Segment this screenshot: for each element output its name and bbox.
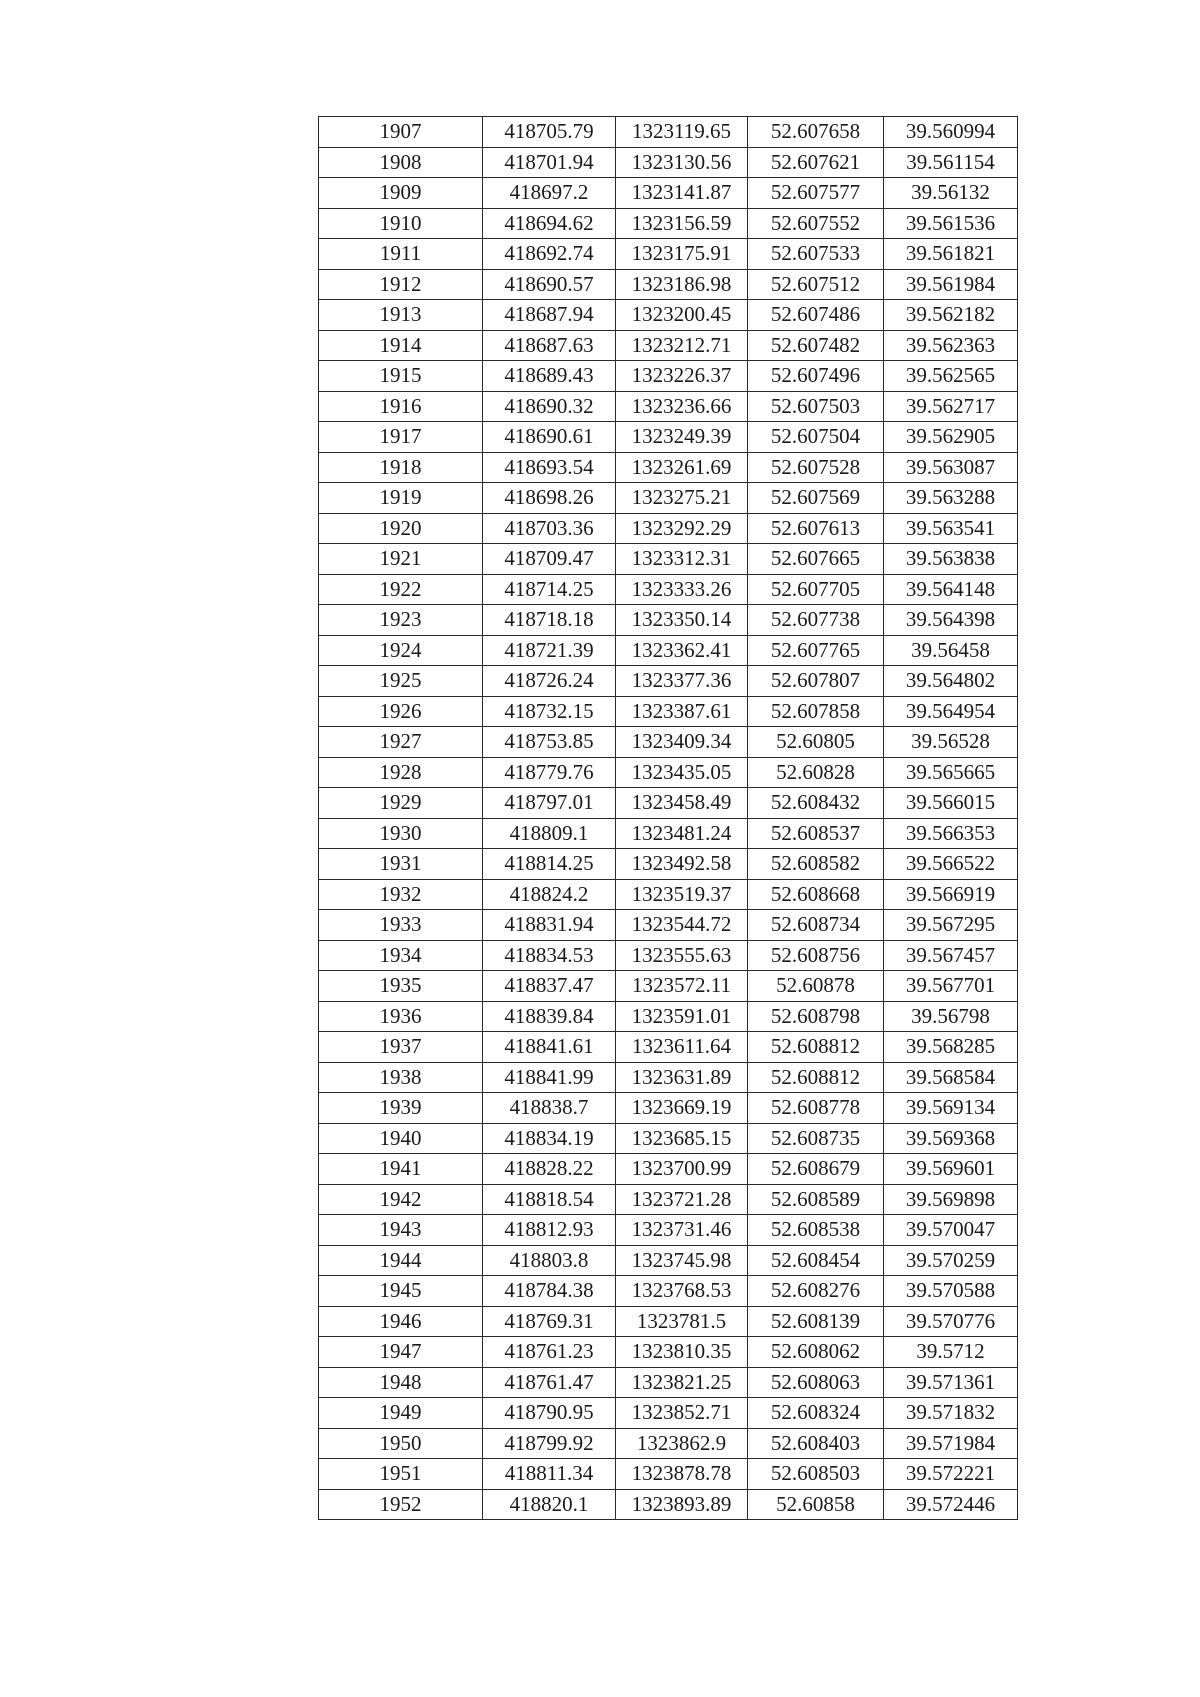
latitude-cell: 52.60878 — [748, 971, 884, 1002]
x-coordinate-cell: 418837.47 — [483, 971, 616, 1002]
x-coordinate-cell: 418697.2 — [483, 178, 616, 209]
point-number-cell: 1932 — [319, 879, 483, 910]
y-coordinate-cell: 1323130.56 — [616, 147, 748, 178]
point-number-cell: 1952 — [319, 1489, 483, 1520]
table-row — [319, 1001, 1018, 1032]
x-coordinate-cell: 418721.39 — [483, 635, 616, 666]
longitude-cell: 39.566919 — [884, 879, 1018, 910]
point-number-cell: 1933 — [319, 910, 483, 941]
y-coordinate-cell: 1323458.49 — [616, 788, 748, 819]
latitude-cell: 52.607533 — [748, 239, 884, 270]
longitude-cell: 39.572221 — [884, 1459, 1018, 1490]
x-coordinate-cell: 418814.25 — [483, 849, 616, 880]
y-coordinate-cell: 1323878.78 — [616, 1459, 748, 1490]
table-row — [319, 727, 1018, 758]
y-coordinate-cell: 1323519.37 — [616, 879, 748, 910]
point-number-cell: 1939 — [319, 1093, 483, 1124]
table-row — [319, 1489, 1018, 1520]
longitude-cell: 39.569368 — [884, 1123, 1018, 1154]
latitude-cell: 52.608454 — [748, 1245, 884, 1276]
table-row — [319, 788, 1018, 819]
y-coordinate-cell: 1323435.05 — [616, 757, 748, 788]
x-coordinate-cell: 418726.24 — [483, 666, 616, 697]
x-coordinate-cell: 418834.19 — [483, 1123, 616, 1154]
point-number-cell: 1925 — [319, 666, 483, 697]
point-number-cell: 1923 — [319, 605, 483, 636]
table-row — [319, 1032, 1018, 1063]
point-number-cell: 1934 — [319, 940, 483, 971]
point-number-cell: 1922 — [319, 574, 483, 605]
table-row — [319, 1459, 1018, 1490]
y-coordinate-cell: 1323200.45 — [616, 300, 748, 331]
y-coordinate-cell: 1323236.66 — [616, 391, 748, 422]
point-number-cell: 1938 — [319, 1062, 483, 1093]
longitude-cell: 39.562363 — [884, 330, 1018, 361]
x-coordinate-cell: 418820.1 — [483, 1489, 616, 1520]
point-number-cell: 1910 — [319, 208, 483, 239]
y-coordinate-cell: 1323492.58 — [616, 849, 748, 880]
point-number-cell: 1941 — [319, 1154, 483, 1185]
longitude-cell: 39.570259 — [884, 1245, 1018, 1276]
y-coordinate-cell: 1323387.61 — [616, 696, 748, 727]
y-coordinate-cell: 1323249.39 — [616, 422, 748, 453]
longitude-cell: 39.564802 — [884, 666, 1018, 697]
x-coordinate-cell: 418692.74 — [483, 239, 616, 270]
point-number-cell: 1917 — [319, 422, 483, 453]
x-coordinate-cell: 418824.2 — [483, 879, 616, 910]
latitude-cell: 52.607504 — [748, 422, 884, 453]
longitude-cell: 39.564148 — [884, 574, 1018, 605]
point-number-cell: 1924 — [319, 635, 483, 666]
longitude-cell: 39.570776 — [884, 1306, 1018, 1337]
latitude-cell: 52.607528 — [748, 452, 884, 483]
table-row — [319, 971, 1018, 1002]
table-row — [319, 1276, 1018, 1307]
y-coordinate-cell: 1323119.65 — [616, 117, 748, 148]
latitude-cell: 52.608589 — [748, 1184, 884, 1215]
latitude-cell: 52.607569 — [748, 483, 884, 514]
latitude-cell: 52.607613 — [748, 513, 884, 544]
x-coordinate-cell: 418693.54 — [483, 452, 616, 483]
longitude-cell: 39.568584 — [884, 1062, 1018, 1093]
x-coordinate-cell: 418753.85 — [483, 727, 616, 758]
x-coordinate-cell: 418799.92 — [483, 1428, 616, 1459]
table-row — [319, 1398, 1018, 1429]
latitude-cell: 52.608139 — [748, 1306, 884, 1337]
y-coordinate-cell: 1323292.29 — [616, 513, 748, 544]
point-number-cell: 1921 — [319, 544, 483, 575]
table-row — [319, 666, 1018, 697]
x-coordinate-cell: 418784.38 — [483, 1276, 616, 1307]
y-coordinate-cell: 1323669.19 — [616, 1093, 748, 1124]
table-row — [319, 1184, 1018, 1215]
y-coordinate-cell: 1323745.98 — [616, 1245, 748, 1276]
y-coordinate-cell: 1323685.15 — [616, 1123, 748, 1154]
coordinates-table-body — [319, 117, 1018, 1520]
longitude-cell: 39.567457 — [884, 940, 1018, 971]
table-row — [319, 1306, 1018, 1337]
latitude-cell: 52.608668 — [748, 879, 884, 910]
x-coordinate-cell: 418705.79 — [483, 117, 616, 148]
longitude-cell: 39.56528 — [884, 727, 1018, 758]
table-row — [319, 544, 1018, 575]
y-coordinate-cell: 1323212.71 — [616, 330, 748, 361]
point-number-cell: 1942 — [319, 1184, 483, 1215]
y-coordinate-cell: 1323275.21 — [616, 483, 748, 514]
longitude-cell: 39.569898 — [884, 1184, 1018, 1215]
point-number-cell: 1911 — [319, 239, 483, 270]
latitude-cell: 52.608062 — [748, 1337, 884, 1368]
point-number-cell: 1913 — [319, 300, 483, 331]
longitude-cell: 39.571832 — [884, 1398, 1018, 1429]
latitude-cell: 52.608778 — [748, 1093, 884, 1124]
x-coordinate-cell: 418812.93 — [483, 1215, 616, 1246]
y-coordinate-cell: 1323721.28 — [616, 1184, 748, 1215]
table-row — [319, 1215, 1018, 1246]
longitude-cell: 39.561536 — [884, 208, 1018, 239]
y-coordinate-cell: 1323261.69 — [616, 452, 748, 483]
latitude-cell: 52.608538 — [748, 1215, 884, 1246]
x-coordinate-cell: 418687.94 — [483, 300, 616, 331]
point-number-cell: 1919 — [319, 483, 483, 514]
table-row — [319, 879, 1018, 910]
longitude-cell: 39.564398 — [884, 605, 1018, 636]
point-number-cell: 1937 — [319, 1032, 483, 1063]
point-number-cell: 1907 — [319, 117, 483, 148]
x-coordinate-cell: 418718.18 — [483, 605, 616, 636]
y-coordinate-cell: 1323141.87 — [616, 178, 748, 209]
latitude-cell: 52.607496 — [748, 361, 884, 392]
longitude-cell: 39.567295 — [884, 910, 1018, 941]
longitude-cell: 39.562717 — [884, 391, 1018, 422]
latitude-cell: 52.607858 — [748, 696, 884, 727]
latitude-cell: 52.607665 — [748, 544, 884, 575]
point-number-cell: 1916 — [319, 391, 483, 422]
longitude-cell: 39.562565 — [884, 361, 1018, 392]
latitude-cell: 52.60858 — [748, 1489, 884, 1520]
y-coordinate-cell: 1323768.53 — [616, 1276, 748, 1307]
table-row — [319, 178, 1018, 209]
point-number-cell: 1945 — [319, 1276, 483, 1307]
table-row — [319, 452, 1018, 483]
latitude-cell: 52.608734 — [748, 910, 884, 941]
longitude-cell: 39.568285 — [884, 1032, 1018, 1063]
table-row — [319, 391, 1018, 422]
table-row — [319, 483, 1018, 514]
table-row — [319, 239, 1018, 270]
x-coordinate-cell: 418709.47 — [483, 544, 616, 575]
y-coordinate-cell: 1323821.25 — [616, 1367, 748, 1398]
table-row — [319, 940, 1018, 971]
longitude-cell: 39.563288 — [884, 483, 1018, 514]
longitude-cell: 39.56132 — [884, 178, 1018, 209]
x-coordinate-cell: 418689.43 — [483, 361, 616, 392]
point-number-cell: 1920 — [319, 513, 483, 544]
y-coordinate-cell: 1323555.63 — [616, 940, 748, 971]
latitude-cell: 52.608756 — [748, 940, 884, 971]
table-row — [319, 849, 1018, 880]
latitude-cell: 52.608063 — [748, 1367, 884, 1398]
x-coordinate-cell: 418701.94 — [483, 147, 616, 178]
latitude-cell: 52.607512 — [748, 269, 884, 300]
table-row — [319, 513, 1018, 544]
latitude-cell: 52.607552 — [748, 208, 884, 239]
y-coordinate-cell: 1323810.35 — [616, 1337, 748, 1368]
table-row — [319, 117, 1018, 148]
x-coordinate-cell: 418839.84 — [483, 1001, 616, 1032]
point-number-cell: 1936 — [319, 1001, 483, 1032]
latitude-cell: 52.608403 — [748, 1428, 884, 1459]
x-coordinate-cell: 418834.53 — [483, 940, 616, 971]
longitude-cell: 39.569601 — [884, 1154, 1018, 1185]
y-coordinate-cell: 1323312.31 — [616, 544, 748, 575]
longitude-cell: 39.563838 — [884, 544, 1018, 575]
longitude-cell: 39.565665 — [884, 757, 1018, 788]
point-number-cell: 1926 — [319, 696, 483, 727]
y-coordinate-cell: 1323893.89 — [616, 1489, 748, 1520]
longitude-cell: 39.564954 — [884, 696, 1018, 727]
point-number-cell: 1948 — [319, 1367, 483, 1398]
y-coordinate-cell: 1323731.46 — [616, 1215, 748, 1246]
longitude-cell: 39.570588 — [884, 1276, 1018, 1307]
x-coordinate-cell: 418811.34 — [483, 1459, 616, 1490]
latitude-cell: 52.607621 — [748, 147, 884, 178]
x-coordinate-cell: 418761.23 — [483, 1337, 616, 1368]
longitude-cell: 39.566522 — [884, 849, 1018, 880]
x-coordinate-cell: 418690.57 — [483, 269, 616, 300]
point-number-cell: 1930 — [319, 818, 483, 849]
latitude-cell: 52.608812 — [748, 1032, 884, 1063]
longitude-cell: 39.571361 — [884, 1367, 1018, 1398]
table-row — [319, 1428, 1018, 1459]
table-row — [319, 269, 1018, 300]
latitude-cell: 52.607765 — [748, 635, 884, 666]
x-coordinate-cell: 418797.01 — [483, 788, 616, 819]
point-number-cell: 1947 — [319, 1337, 483, 1368]
point-number-cell: 1951 — [319, 1459, 483, 1490]
y-coordinate-cell: 1323156.59 — [616, 208, 748, 239]
table-row — [319, 1062, 1018, 1093]
longitude-cell: 39.570047 — [884, 1215, 1018, 1246]
y-coordinate-cell: 1323852.71 — [616, 1398, 748, 1429]
y-coordinate-cell: 1323631.89 — [616, 1062, 748, 1093]
latitude-cell: 52.607807 — [748, 666, 884, 697]
point-number-cell: 1908 — [319, 147, 483, 178]
latitude-cell: 52.607738 — [748, 605, 884, 636]
y-coordinate-cell: 1323591.01 — [616, 1001, 748, 1032]
y-coordinate-cell: 1323781.5 — [616, 1306, 748, 1337]
point-number-cell: 1918 — [319, 452, 483, 483]
table-row — [319, 1123, 1018, 1154]
latitude-cell: 52.607482 — [748, 330, 884, 361]
longitude-cell: 39.563541 — [884, 513, 1018, 544]
table-row — [319, 300, 1018, 331]
latitude-cell: 52.608798 — [748, 1001, 884, 1032]
longitude-cell: 39.566353 — [884, 818, 1018, 849]
point-number-cell: 1931 — [319, 849, 483, 880]
point-number-cell: 1950 — [319, 1428, 483, 1459]
table-row — [319, 1337, 1018, 1368]
table-row — [319, 1154, 1018, 1185]
x-coordinate-cell: 418841.99 — [483, 1062, 616, 1093]
x-coordinate-cell: 418838.7 — [483, 1093, 616, 1124]
x-coordinate-cell: 418809.1 — [483, 818, 616, 849]
point-number-cell: 1946 — [319, 1306, 483, 1337]
latitude-cell: 52.608812 — [748, 1062, 884, 1093]
longitude-cell: 39.5712 — [884, 1337, 1018, 1368]
table-row — [319, 574, 1018, 605]
y-coordinate-cell: 1323700.99 — [616, 1154, 748, 1185]
point-number-cell: 1929 — [319, 788, 483, 819]
latitude-cell: 52.607577 — [748, 178, 884, 209]
point-number-cell: 1909 — [319, 178, 483, 209]
longitude-cell: 39.569134 — [884, 1093, 1018, 1124]
x-coordinate-cell: 418714.25 — [483, 574, 616, 605]
longitude-cell: 39.560994 — [884, 117, 1018, 148]
x-coordinate-cell: 418698.26 — [483, 483, 616, 514]
table-row — [319, 330, 1018, 361]
point-number-cell: 1914 — [319, 330, 483, 361]
longitude-cell: 39.561984 — [884, 269, 1018, 300]
latitude-cell: 52.608276 — [748, 1276, 884, 1307]
point-number-cell: 1940 — [319, 1123, 483, 1154]
latitude-cell: 52.608432 — [748, 788, 884, 819]
x-coordinate-cell: 418694.62 — [483, 208, 616, 239]
table-row — [319, 696, 1018, 727]
table-row — [319, 605, 1018, 636]
coordinates-table — [318, 116, 1018, 1520]
latitude-cell: 52.607705 — [748, 574, 884, 605]
longitude-cell: 39.572446 — [884, 1489, 1018, 1520]
y-coordinate-cell: 1323409.34 — [616, 727, 748, 758]
table-row — [319, 757, 1018, 788]
longitude-cell: 39.56798 — [884, 1001, 1018, 1032]
longitude-cell: 39.561821 — [884, 239, 1018, 270]
point-number-cell: 1949 — [319, 1398, 483, 1429]
table-row — [319, 1367, 1018, 1398]
latitude-cell: 52.607658 — [748, 117, 884, 148]
y-coordinate-cell: 1323544.72 — [616, 910, 748, 941]
latitude-cell: 52.60828 — [748, 757, 884, 788]
table-row — [319, 910, 1018, 941]
table-row — [319, 635, 1018, 666]
latitude-cell: 52.608735 — [748, 1123, 884, 1154]
y-coordinate-cell: 1323862.9 — [616, 1428, 748, 1459]
y-coordinate-cell: 1323611.64 — [616, 1032, 748, 1063]
y-coordinate-cell: 1323377.36 — [616, 666, 748, 697]
latitude-cell: 52.607503 — [748, 391, 884, 422]
y-coordinate-cell: 1323333.26 — [616, 574, 748, 605]
point-number-cell: 1944 — [319, 1245, 483, 1276]
y-coordinate-cell: 1323186.98 — [616, 269, 748, 300]
x-coordinate-cell: 418687.63 — [483, 330, 616, 361]
table-row — [319, 422, 1018, 453]
longitude-cell: 39.561154 — [884, 147, 1018, 178]
point-number-cell: 1943 — [319, 1215, 483, 1246]
y-coordinate-cell: 1323481.24 — [616, 818, 748, 849]
point-number-cell: 1912 — [319, 269, 483, 300]
latitude-cell: 52.60805 — [748, 727, 884, 758]
x-coordinate-cell: 418803.8 — [483, 1245, 616, 1276]
x-coordinate-cell: 418690.32 — [483, 391, 616, 422]
point-number-cell: 1935 — [319, 971, 483, 1002]
y-coordinate-cell: 1323175.91 — [616, 239, 748, 270]
longitude-cell: 39.56458 — [884, 635, 1018, 666]
y-coordinate-cell: 1323362.41 — [616, 635, 748, 666]
x-coordinate-cell: 418779.76 — [483, 757, 616, 788]
x-coordinate-cell: 418841.61 — [483, 1032, 616, 1063]
x-coordinate-cell: 418690.61 — [483, 422, 616, 453]
x-coordinate-cell: 418790.95 — [483, 1398, 616, 1429]
x-coordinate-cell: 418761.47 — [483, 1367, 616, 1398]
x-coordinate-cell: 418732.15 — [483, 696, 616, 727]
y-coordinate-cell: 1323572.11 — [616, 971, 748, 1002]
table-row — [319, 208, 1018, 239]
table-row — [319, 1093, 1018, 1124]
x-coordinate-cell: 418831.94 — [483, 910, 616, 941]
x-coordinate-cell: 418703.36 — [483, 513, 616, 544]
x-coordinate-cell: 418769.31 — [483, 1306, 616, 1337]
table-row — [319, 147, 1018, 178]
latitude-cell: 52.607486 — [748, 300, 884, 331]
latitude-cell: 52.608582 — [748, 849, 884, 880]
latitude-cell: 52.608503 — [748, 1459, 884, 1490]
table-row — [319, 1245, 1018, 1276]
latitude-cell: 52.608324 — [748, 1398, 884, 1429]
table-row — [319, 361, 1018, 392]
point-number-cell: 1928 — [319, 757, 483, 788]
latitude-cell: 52.608679 — [748, 1154, 884, 1185]
longitude-cell: 39.571984 — [884, 1428, 1018, 1459]
longitude-cell: 39.567701 — [884, 971, 1018, 1002]
longitude-cell: 39.566015 — [884, 788, 1018, 819]
longitude-cell: 39.563087 — [884, 452, 1018, 483]
longitude-cell: 39.562905 — [884, 422, 1018, 453]
x-coordinate-cell: 418828.22 — [483, 1154, 616, 1185]
table-row — [319, 818, 1018, 849]
y-coordinate-cell: 1323350.14 — [616, 605, 748, 636]
point-number-cell: 1915 — [319, 361, 483, 392]
y-coordinate-cell: 1323226.37 — [616, 361, 748, 392]
point-number-cell: 1927 — [319, 727, 483, 758]
latitude-cell: 52.608537 — [748, 818, 884, 849]
x-coordinate-cell: 418818.54 — [483, 1184, 616, 1215]
longitude-cell: 39.562182 — [884, 300, 1018, 331]
